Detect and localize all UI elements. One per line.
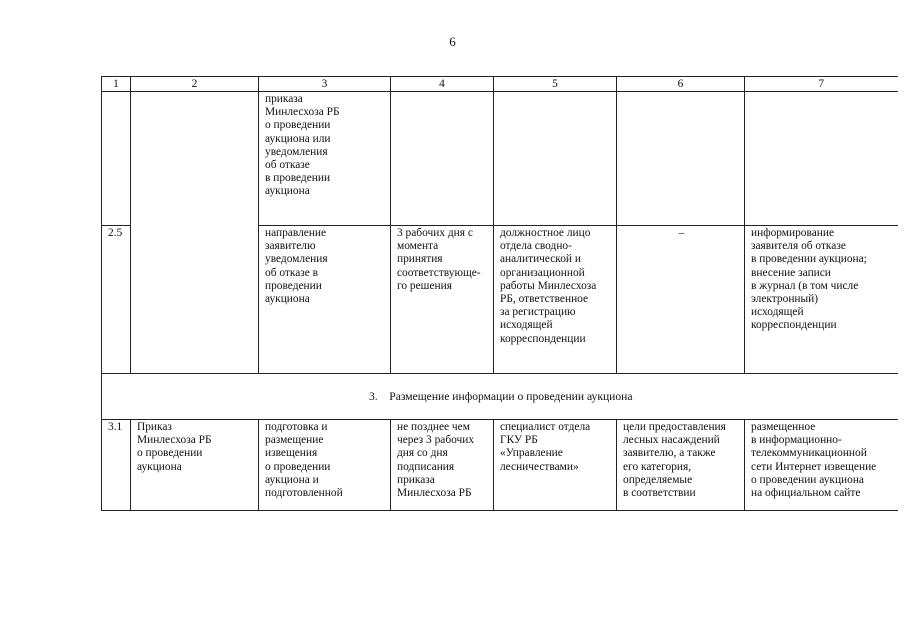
- deadline-cell: [391, 92, 494, 226]
- column-header: 2: [131, 77, 259, 92]
- result-cell: размещенное в информационно- телекоммуникационной сети Интернет извещение о проведении аукциона на официальном сайте: [745, 420, 898, 511]
- responsible-cell: специалист отдела ГКУ РБ «Управление лесничествами»: [494, 420, 617, 511]
- section-row: [102, 374, 898, 420]
- row-number-cell: 3.1: [102, 420, 131, 511]
- procedure-table: [101, 76, 898, 511]
- action-cell: направление заявителю уведомления об отказе в проведении аукциона: [259, 226, 391, 374]
- page-number: 6: [449, 34, 456, 49]
- criteria-cell: –: [617, 226, 745, 374]
- column-header: 4: [391, 77, 494, 92]
- action-cell: приказа Минлесхоза РБ о проведении аукциона или уведомления об отказе в проведении аукциона: [259, 92, 391, 226]
- result-cell: информирование заявителя об отказе в проведении аукциона; внесение записи в журнал (в том числе электронный) исходящей корреспонденции: [745, 226, 898, 374]
- document-cell: [131, 92, 259, 374]
- responsible-cell: должностное лицо отдела сводно- аналитической и организационной работы Минлесхоза РБ, ответственное за регистрацию исходящей корреспонденции: [494, 226, 617, 374]
- column-header-row: [102, 77, 898, 92]
- table-row: [102, 420, 898, 511]
- section-number: 3.: [368, 390, 378, 404]
- criteria-cell: [617, 92, 745, 226]
- column-header: 7: [745, 77, 898, 92]
- document-cell: Приказ Минлесхоза РБ о проведении аукциона: [131, 420, 259, 511]
- row-number-cell: 2.5: [102, 226, 131, 374]
- column-header: 6: [617, 77, 745, 92]
- criteria-cell: цели предоставления лесных насаждений заявителю, а также его категория, определяемые в соответствии: [617, 420, 745, 511]
- section-title: Размещение информации о проведении аукциона: [389, 390, 633, 404]
- deadline-cell: не позднее чем через 3 рабочих дня со дня подписания приказа Минлесхоза РБ: [391, 420, 494, 511]
- column-header: 1: [102, 77, 131, 92]
- deadline-cell: 3 рабочих дня с момента принятия соответствующе- го решения: [391, 226, 494, 374]
- result-cell: [745, 92, 898, 226]
- column-header: 5: [494, 77, 617, 92]
- row-number-cell: [102, 92, 131, 226]
- column-header: 3: [259, 77, 391, 92]
- table-row: [102, 92, 898, 226]
- section-heading: [102, 374, 898, 420]
- responsible-cell: [494, 92, 617, 226]
- action-cell: подготовка и размещение извещения о проведении аукциона и подготовленной: [259, 420, 391, 511]
